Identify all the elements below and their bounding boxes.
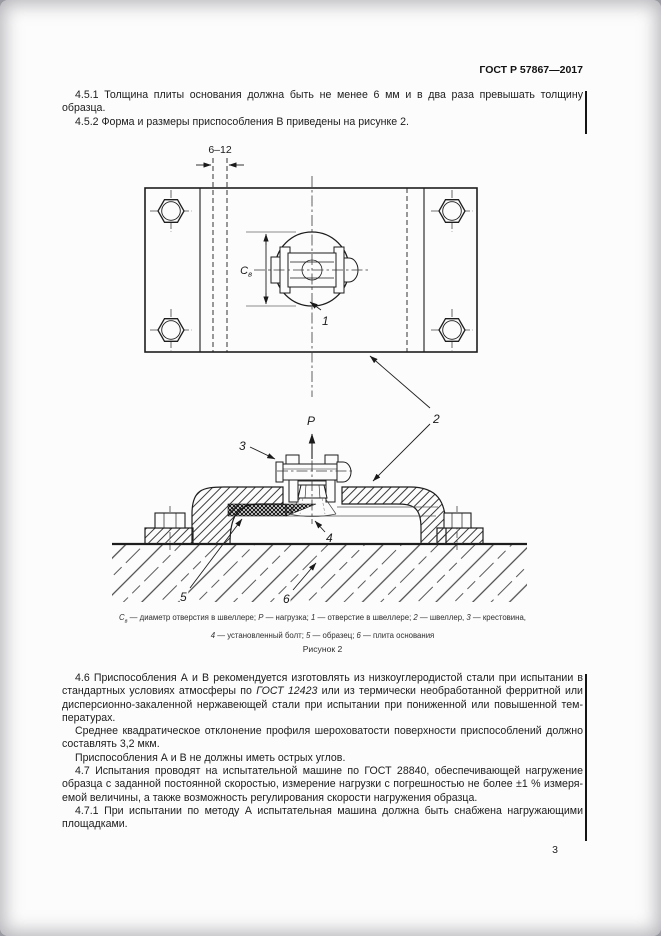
gost-12423-reference: ГОСТ 12423	[256, 685, 318, 698]
callout-5: 5	[180, 590, 187, 604]
specimen	[228, 504, 316, 516]
figure-title: Рисунок 2	[302, 644, 343, 654]
top-view	[145, 144, 477, 481]
callout-2: 2	[433, 412, 440, 426]
paragraph-4-7-1: 4.7.1 При испытании по методу А испытательная машина должна быть снабжена нагружающими площадками.	[62, 804, 583, 831]
change-bar-bottom	[585, 674, 587, 841]
channel-right	[342, 487, 446, 544]
page-header: ГОСТ Р 57867—2017	[479, 64, 583, 76]
paragraph-4-7: 4.7 Испытания проводят на испытательной машине по ГОСТ 28840, обеспечивающей нагружение образца с заданной постоянной скоростью, измерение нагрузки с погрешностью не более ±1 % измеряемой величины, а также возможность регулирования скорости нагружения образца.	[62, 765, 583, 804]
change-bar-top	[585, 91, 587, 134]
base-plate-hatch	[112, 545, 527, 602]
paragraph-sharp-corners: Приспособления А и В не должны иметь острых углов.	[75, 751, 346, 764]
dimension-6-12-label: 6–12	[208, 144, 232, 156]
paragraph-4-5-2: 4.5.2 Форма и размеры приспособления В приведены на рисунке 2.	[75, 115, 409, 128]
page-number: 3	[552, 844, 558, 856]
callout-1: 1	[322, 314, 329, 328]
load-label: P	[307, 414, 316, 428]
paragraph-4-6: 4.6 Приспособления А и В рекомендуется изготовлять из низкоуглеродистой стали при испытании в стандартных условиях атмосферы по ГОСТ 12423 или из термически необработанной ферритной или дисперсионно-закаленной нержавеющей стали при испытании при пониженной или повышенной температурах.	[62, 672, 583, 724]
callout-6: 6	[283, 592, 290, 606]
text-block-bottom	[62, 672, 583, 832]
dimension-cb-label: $С_в$	[240, 265, 252, 279]
figure-caption: $С_в$ — диаметр отверстия в швеллере; Р — нагрузка; 1 — отверстие в швеллере; 2 — швеллер, 3 — крестовина, 4 — установленный болт; 5 — образец; 6 — плита основания	[119, 613, 526, 640]
paragraph-4-5-1: 4.5.1 Толщина плиты основания должна быть не менее 6 мм и в два раза превышать толщину образца.	[62, 89, 583, 115]
callout-4: 4	[326, 531, 333, 545]
paragraph-roughness: Среднее квадратическое отклонение профиля шероховатости поверхности приспособлений должно составлять 3,2 мкм.	[62, 725, 583, 751]
side-view	[112, 414, 527, 606]
callout-3: 3	[239, 439, 246, 453]
